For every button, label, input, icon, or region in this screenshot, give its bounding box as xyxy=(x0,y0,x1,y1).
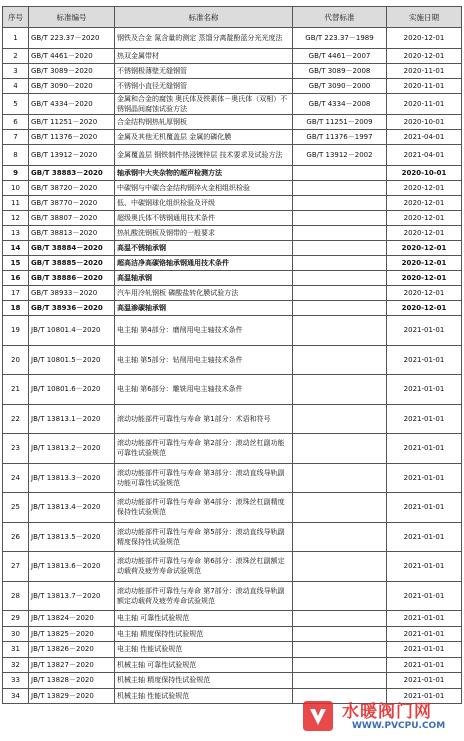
cell-no: 32 xyxy=(3,657,29,673)
table-row xyxy=(3,115,462,130)
table-row xyxy=(3,301,462,316)
cell-replaces xyxy=(293,552,387,582)
cell-replaces xyxy=(293,375,387,405)
cell-no: 7 xyxy=(3,130,29,145)
cell-name: 滚动功能部件可靠性与寿命 第2部分：滚动丝杠副功能可靠性试验规范 xyxy=(115,434,293,464)
cell-code: JB/T 13827－2020 xyxy=(29,657,115,673)
cell-no: 3 xyxy=(3,64,29,79)
cell-replaces xyxy=(293,673,387,689)
cell-code: JB/T 13826－2020 xyxy=(29,642,115,658)
table-row xyxy=(3,611,462,627)
cell-code: GB/T 38813－2020 xyxy=(29,226,115,241)
cell-name: 滚动功能部件可靠性与寿命 第6部分：滚珠丝杠副额定动载荷及疲劳寿命试验规范 xyxy=(115,552,293,582)
cell-name: 电主轴 第4部分：磨削用电主轴技术条件 xyxy=(115,316,293,346)
cell-no: 27 xyxy=(3,552,29,582)
cell-no: 16 xyxy=(3,271,29,286)
table-row xyxy=(3,130,462,145)
cell-date: 2021-01-01 xyxy=(387,375,462,405)
cell-name: 高温渗碳轴承钢 xyxy=(115,301,293,316)
table-row xyxy=(3,94,462,115)
table-row xyxy=(3,241,462,256)
cell-code: GB/T 38807－2020 xyxy=(29,211,115,226)
cell-name: 电主轴 性能试验规范 xyxy=(115,642,293,658)
cell-code: JB/T 13824－2020 xyxy=(29,611,115,627)
cell-no: 30 xyxy=(3,626,29,642)
cell-replaces xyxy=(293,657,387,673)
cell-replaces xyxy=(293,256,387,271)
cell-replaces xyxy=(293,581,387,611)
cell-name: 汽车用冷轧钢板 磷酸盐转化膜试验方法 xyxy=(115,286,293,301)
cell-name: 机械主轴 精度保持性试验规范 xyxy=(115,673,293,689)
cell-code: GB/T 3090－2020 xyxy=(29,79,115,94)
table-row xyxy=(3,49,462,64)
cell-name: 金属和合金的腐蚀 奥氏体及铁素体－奥氏体（双相）不锈钢晶间腐蚀试验方法 xyxy=(115,94,293,115)
cell-replaces xyxy=(293,286,387,301)
table-row xyxy=(3,79,462,94)
cell-replaces: GB/T 4461－2007 xyxy=(293,49,387,64)
cell-date: 2021-01-01 xyxy=(387,657,462,673)
cell-date: 2021-01-01 xyxy=(387,522,462,552)
cell-date: 2021-04-01 xyxy=(387,145,462,166)
cell-name: 金属及其他无机覆盖层 金属的磷化膜 xyxy=(115,130,293,145)
cell-name: 低、中碳钢球化组织检验及评级 xyxy=(115,196,293,211)
cell-date: 2020-12-01 xyxy=(387,181,462,196)
table-row xyxy=(3,181,462,196)
cell-code: JB/T 10801.4－2020 xyxy=(29,316,115,346)
cell-name: 钢铁及合金 氮含量的测定 蒸馏分离靛酚蓝分光光度法 xyxy=(115,28,293,49)
cell-date: 2021-04-01 xyxy=(387,130,462,145)
cell-code: JB/T 10801.6－2020 xyxy=(29,375,115,405)
table-header-row xyxy=(3,7,462,28)
cell-no: 10 xyxy=(3,181,29,196)
cell-name: 电主轴 可靠性试验规范 xyxy=(115,611,293,627)
cell-name: 中碳钢与中碳合金结构钢淬火金相组织检验 xyxy=(115,181,293,196)
cell-no: 11 xyxy=(3,196,29,211)
cell-name: 机械主轴 性能试验规范 xyxy=(115,688,293,704)
table-row xyxy=(3,271,462,286)
cell-code: GB/T 38933－2020 xyxy=(29,286,115,301)
cell-no: 34 xyxy=(3,688,29,704)
cell-replaces xyxy=(293,196,387,211)
cell-date: 2021-01-01 xyxy=(387,404,462,434)
cell-no: 14 xyxy=(3,241,29,256)
cell-date: 2021-01-01 xyxy=(387,552,462,582)
cell-no: 24 xyxy=(3,463,29,493)
watermark-text: 水暖阀门网 xyxy=(342,702,432,722)
cell-replaces xyxy=(293,316,387,346)
cell-no: 13 xyxy=(3,226,29,241)
table-row xyxy=(3,657,462,673)
cell-date: 2021-01-01 xyxy=(387,345,462,375)
cell-no: 5 xyxy=(3,94,29,115)
cell-date: 2020-11-01 xyxy=(387,64,462,79)
table-row xyxy=(3,552,462,582)
cell-no: 17 xyxy=(3,286,29,301)
table-row xyxy=(3,286,462,301)
table-row xyxy=(3,145,462,166)
cell-no: 31 xyxy=(3,642,29,658)
cell-no: 33 xyxy=(3,673,29,689)
cell-code: JB/T 13825－2020 xyxy=(29,626,115,642)
cell-name: 超级奥氏体不锈钢通用技术条件 xyxy=(115,211,293,226)
cell-no: 25 xyxy=(3,493,29,523)
cell-replaces: GB/T 11251－2009 xyxy=(293,115,387,130)
cell-date: 2020-12-01 xyxy=(387,271,462,286)
cell-no: 6 xyxy=(3,115,29,130)
cell-replaces xyxy=(293,434,387,464)
cell-name: 电主轴 第6部分：雕铣用电主轴技术条件 xyxy=(115,375,293,405)
cell-name: 不锈钢极薄壁无缝钢管 xyxy=(115,64,293,79)
cell-code: JB/T 13813.5－2020 xyxy=(29,522,115,552)
cell-no: 2 xyxy=(3,49,29,64)
cell-no: 19 xyxy=(3,316,29,346)
cell-date: 2020-10-01 xyxy=(387,115,462,130)
cell-date: 2020-12-01 xyxy=(387,196,462,211)
cell-name: 滚动功能部件可靠性与寿命 第5部分：滚动直线导轨副精度保持性试验规范 xyxy=(115,522,293,552)
table-row xyxy=(3,316,462,346)
cell-code: GB/T 13912－2020 xyxy=(29,145,115,166)
cell-name: 滚动功能部件可靠性与寿命 第3部分：滚动直线导轨副功能可靠性试验规范 xyxy=(115,463,293,493)
cell-code: JB/T 13828－2020 xyxy=(29,673,115,689)
cell-code: JB/T 13829－2020 xyxy=(29,688,115,704)
cell-no: 1 xyxy=(3,28,29,49)
cell-replaces xyxy=(293,181,387,196)
table-row xyxy=(3,522,462,552)
cell-code: GB/T 38720－2020 xyxy=(29,181,115,196)
cell-date: 2020-12-01 xyxy=(387,256,462,271)
cell-replaces: GB/T 223.37－1989 xyxy=(293,28,387,49)
cell-code: JB/T 13813.1－2020 xyxy=(29,404,115,434)
cell-date: 2020-10-01 xyxy=(387,166,462,181)
cell-name: 超高洁净高碳铬轴承钢通用技术条件 xyxy=(115,256,293,271)
cell-code: GB/T 38936－2020 xyxy=(29,301,115,316)
cell-date: 2020-11-01 xyxy=(387,79,462,94)
cell-replaces xyxy=(293,626,387,642)
cell-replaces: GB/T 4334－2008 xyxy=(293,94,387,115)
header-no: 序号 xyxy=(3,7,29,28)
header-date: 实施日期 xyxy=(387,7,462,28)
cell-replaces xyxy=(293,211,387,226)
table-row xyxy=(3,463,462,493)
cell-code: GB/T 3089－2020 xyxy=(29,64,115,79)
cell-code: GB/T 11251－2020 xyxy=(29,115,115,130)
cell-date: 2021-01-01 xyxy=(387,688,462,704)
cell-code: GB/T 38770－2020 xyxy=(29,196,115,211)
cell-no: 20 xyxy=(3,345,29,375)
cell-no: 21 xyxy=(3,375,29,405)
table-row xyxy=(3,404,462,434)
table-row xyxy=(3,256,462,271)
table-row xyxy=(3,673,462,689)
cell-code: GB/T 38885－2020 xyxy=(29,256,115,271)
cell-name: 机械主轴 可靠性试验规范 xyxy=(115,657,293,673)
watermark-logo-icon xyxy=(300,698,336,734)
cell-name: 不锈钢小直径无缝钢管 xyxy=(115,79,293,94)
cell-date: 2021-01-01 xyxy=(387,611,462,627)
cell-replaces xyxy=(293,493,387,523)
cell-replaces: GB/T 3089－2008 xyxy=(293,64,387,79)
table-row xyxy=(3,196,462,211)
cell-no: 8 xyxy=(3,145,29,166)
cell-no: 26 xyxy=(3,522,29,552)
cell-replaces xyxy=(293,301,387,316)
table-row xyxy=(3,28,462,49)
cell-code: GB/T 38884－2020 xyxy=(29,241,115,256)
cell-replaces xyxy=(293,166,387,181)
cell-date: 2021-01-01 xyxy=(387,626,462,642)
cell-replaces xyxy=(293,271,387,286)
cell-code: GB/T 38883－2020 xyxy=(29,166,115,181)
cell-date: 2020-12-01 xyxy=(387,28,462,49)
table-row xyxy=(3,226,462,241)
cell-code: JB/T 13813.3－2020 xyxy=(29,463,115,493)
cell-no: 9 xyxy=(3,166,29,181)
table-row xyxy=(3,345,462,375)
cell-replaces xyxy=(293,611,387,627)
cell-replaces xyxy=(293,522,387,552)
standards-table xyxy=(2,6,462,704)
cell-replaces xyxy=(293,463,387,493)
cell-no: 12 xyxy=(3,211,29,226)
watermark-url: WWW.PVCPU.COM xyxy=(352,721,446,731)
cell-date: 2021-01-01 xyxy=(387,673,462,689)
cell-replaces: GB/T 3090－2000 xyxy=(293,79,387,94)
cell-date: 2021-01-01 xyxy=(387,316,462,346)
cell-date: 2021-01-01 xyxy=(387,463,462,493)
cell-code: JB/T 13813.4－2020 xyxy=(29,493,115,523)
cell-code: GB/T 11376－2020 xyxy=(29,130,115,145)
cell-replaces xyxy=(293,226,387,241)
cell-name: 滚动功能部件可靠性与寿命 第1部分：术语和符号 xyxy=(115,404,293,434)
cell-replaces xyxy=(293,345,387,375)
cell-date: 2020-12-01 xyxy=(387,286,462,301)
cell-no: 23 xyxy=(3,434,29,464)
cell-date: 2020-12-01 xyxy=(387,241,462,256)
cell-name: 合金结构钢热轧厚钢板 xyxy=(115,115,293,130)
cell-date: 2020-12-01 xyxy=(387,301,462,316)
cell-code: JB/T 10801.5－2020 xyxy=(29,345,115,375)
cell-no: 22 xyxy=(3,404,29,434)
cell-name: 滚动功能部件可靠性与寿命 第7部分：滚动直线导轨副额定动载荷及疲劳寿命试验规范 xyxy=(115,581,293,611)
table-row xyxy=(3,493,462,523)
cell-code: GB/T 223.37－2020 xyxy=(29,28,115,49)
table-row xyxy=(3,581,462,611)
cell-date: 2021-01-01 xyxy=(387,493,462,523)
cell-date: 2020-12-01 xyxy=(387,226,462,241)
cell-replaces: GB/T 11376－1997 xyxy=(293,130,387,145)
cell-name: 电主轴 第5部分：钻削用电主轴技术条件 xyxy=(115,345,293,375)
cell-name: 金属覆盖层 钢铁制件热浸镀锌层 技术要求及试验方法 xyxy=(115,145,293,166)
cell-code: GB/T 4334－2020 xyxy=(29,94,115,115)
cell-name: 热轧酸洗钢板及钢带的一般要求 xyxy=(115,226,293,241)
cell-name: 高温不锈轴承钢 xyxy=(115,241,293,256)
cell-no: 29 xyxy=(3,611,29,627)
cell-date: 2021-01-01 xyxy=(387,642,462,658)
cell-name: 轴承钢中大夹杂物的超声检测方法 xyxy=(115,166,293,181)
cell-code: JB/T 13813.2－2020 xyxy=(29,434,115,464)
cell-name: 滚动功能部件可靠性与寿命 第4部分：滚珠丝杠副精度保持性试验规范 xyxy=(115,493,293,523)
cell-date: 2020-11-01 xyxy=(387,94,462,115)
cell-code: GB/T 38886－2020 xyxy=(29,271,115,286)
cell-no: 4 xyxy=(3,79,29,94)
table-row xyxy=(3,375,462,405)
table-body xyxy=(3,28,462,704)
cell-code: GB/T 4461－2020 xyxy=(29,49,115,64)
cell-no: 28 xyxy=(3,581,29,611)
cell-name: 电主轴 精度保持性试验规范 xyxy=(115,626,293,642)
cell-no: 15 xyxy=(3,256,29,271)
cell-date: 2020-12-01 xyxy=(387,49,462,64)
site-watermark xyxy=(300,696,460,738)
table-row xyxy=(3,626,462,642)
cell-replaces xyxy=(293,642,387,658)
cell-code: JB/T 13813.6－2020 xyxy=(29,552,115,582)
cell-date: 2021-01-01 xyxy=(387,434,462,464)
cell-name: 高温轴承钢 xyxy=(115,271,293,286)
table-row xyxy=(3,64,462,79)
cell-name: 热双金属带材 xyxy=(115,49,293,64)
cell-code: JB/T 13813.7－2020 xyxy=(29,581,115,611)
cell-replaces xyxy=(293,404,387,434)
header-code: 标准编号 xyxy=(29,7,115,28)
cell-replaces: GB/T 13912－2002 xyxy=(293,145,387,166)
table-row xyxy=(3,166,462,181)
table-row xyxy=(3,642,462,658)
table-row xyxy=(3,211,462,226)
table-row xyxy=(3,434,462,464)
cell-no: 18 xyxy=(3,301,29,316)
cell-replaces xyxy=(293,241,387,256)
header-name: 标准名称 xyxy=(115,7,293,28)
header-replaces: 代替标准 xyxy=(293,7,387,28)
cell-date: 2020-12-01 xyxy=(387,211,462,226)
cell-date: 2021-01-01 xyxy=(387,581,462,611)
